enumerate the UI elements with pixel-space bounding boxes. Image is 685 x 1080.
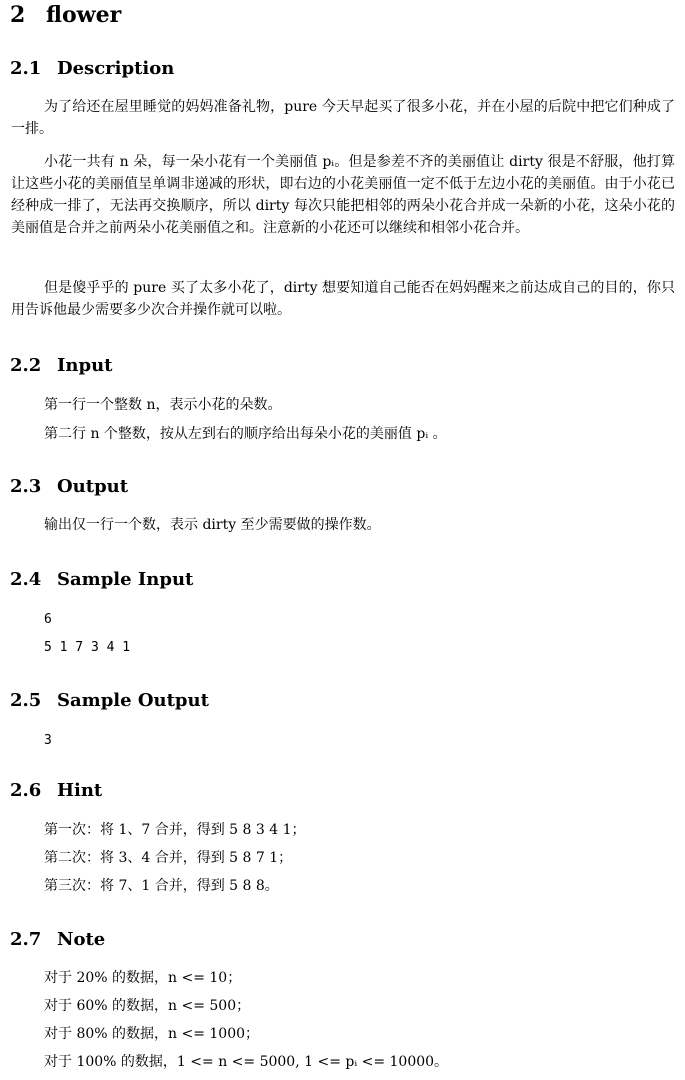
section-heading bbox=[10, 2, 121, 28]
note-line-1: 对于 20% 的数据，n <= 10； bbox=[44, 970, 242, 986]
description-heading bbox=[10, 58, 174, 79]
input-title: Input bbox=[57, 355, 113, 376]
output-line-1: 输出仅一行一个数，表示 dirty 至少需要做的操作数。 bbox=[44, 517, 381, 533]
section-title: flower bbox=[46, 2, 122, 28]
note-line-3: 对于 80% 的数据，n <= 1000； bbox=[44, 1026, 260, 1042]
hint-heading bbox=[10, 780, 102, 801]
hint-line-3: 第三次：将 7、1 合并，得到 5 8 8。 bbox=[44, 878, 279, 894]
description-number: 2.1 bbox=[10, 58, 42, 79]
sample-input-title: Sample Input bbox=[57, 569, 194, 590]
note-line-2: 对于 60% 的数据，n <= 500； bbox=[44, 998, 251, 1014]
input-line-1: 第一行一个整数 n，表示小花的朵数。 bbox=[44, 397, 282, 413]
output-title: Output bbox=[57, 476, 129, 497]
sample-input-line-1: 6 bbox=[44, 612, 52, 627]
note-title: Note bbox=[57, 929, 106, 950]
description-paragraph-1: 为了给还在屋里睡觉的妈妈准备礼物，pure 今天早起买了很多小花，并在小屋的后院中把它们种成了一排。 bbox=[11, 99, 675, 137]
sample-output-number: 2.5 bbox=[10, 690, 42, 711]
hint-number: 2.6 bbox=[10, 780, 42, 801]
input-heading bbox=[10, 355, 113, 376]
hint-title: Hint bbox=[57, 780, 103, 801]
sample-output-line-1: 3 bbox=[44, 733, 52, 748]
hint-line-1: 第一次：将 1、7 合并，得到 5 8 3 4 1； bbox=[44, 822, 306, 838]
sample-output-heading bbox=[10, 690, 209, 711]
hint-line-2: 第二次：将 3、4 合并，得到 5 8 7 1； bbox=[44, 850, 293, 866]
description-paragraph-2: 小花一共有 n 朵，每一朵小花有一个美丽值 pᵢ。但是参差不齐的美丽值让 dirty 很是不舒服，他打算让这些小花的美丽值呈单调非递减的形状，即右边的小花美丽值一定不低于左边小花的美丽值。由于小花已经种成一排了，无法再交换顺序，所以 dirty 每次只能把相邻的两朵小花合并成一朵新的小花，这朵小花的美丽值是合并之前两朵小花美丽值之和。注意新的小花还可以继续和相邻小花合并。 bbox=[11, 154, 675, 236]
output-heading bbox=[10, 476, 128, 497]
section-number: 2 bbox=[10, 2, 26, 28]
description-paragraph-3: 但是傻乎乎的 pure 买了太多小花了，dirty 想要知道自己能否在妈妈醒来之前达成自己的目的，你只用告诉他最少需要多少次合并操作就可以啦。 bbox=[11, 280, 675, 318]
sample-output-title: Sample Output bbox=[57, 690, 209, 711]
output-number: 2.3 bbox=[10, 476, 42, 497]
note-line-4: 对于 100% 的数据，1 <= n <= 5000, 1 <= pᵢ <= 10000。 bbox=[44, 1054, 449, 1070]
sample-input-number: 2.4 bbox=[10, 569, 42, 590]
note-heading bbox=[10, 929, 105, 950]
input-line-2: 第二行 n 个整数，按从左到右的顺序给出每朵小花的美丽值 pᵢ 。 bbox=[44, 426, 447, 442]
description-title: Description bbox=[57, 58, 175, 79]
sample-input-heading bbox=[10, 569, 193, 590]
sample-input-line-2: 5 1 7 3 4 1 bbox=[44, 640, 131, 655]
input-number: 2.2 bbox=[10, 355, 42, 376]
note-number: 2.7 bbox=[10, 929, 42, 950]
